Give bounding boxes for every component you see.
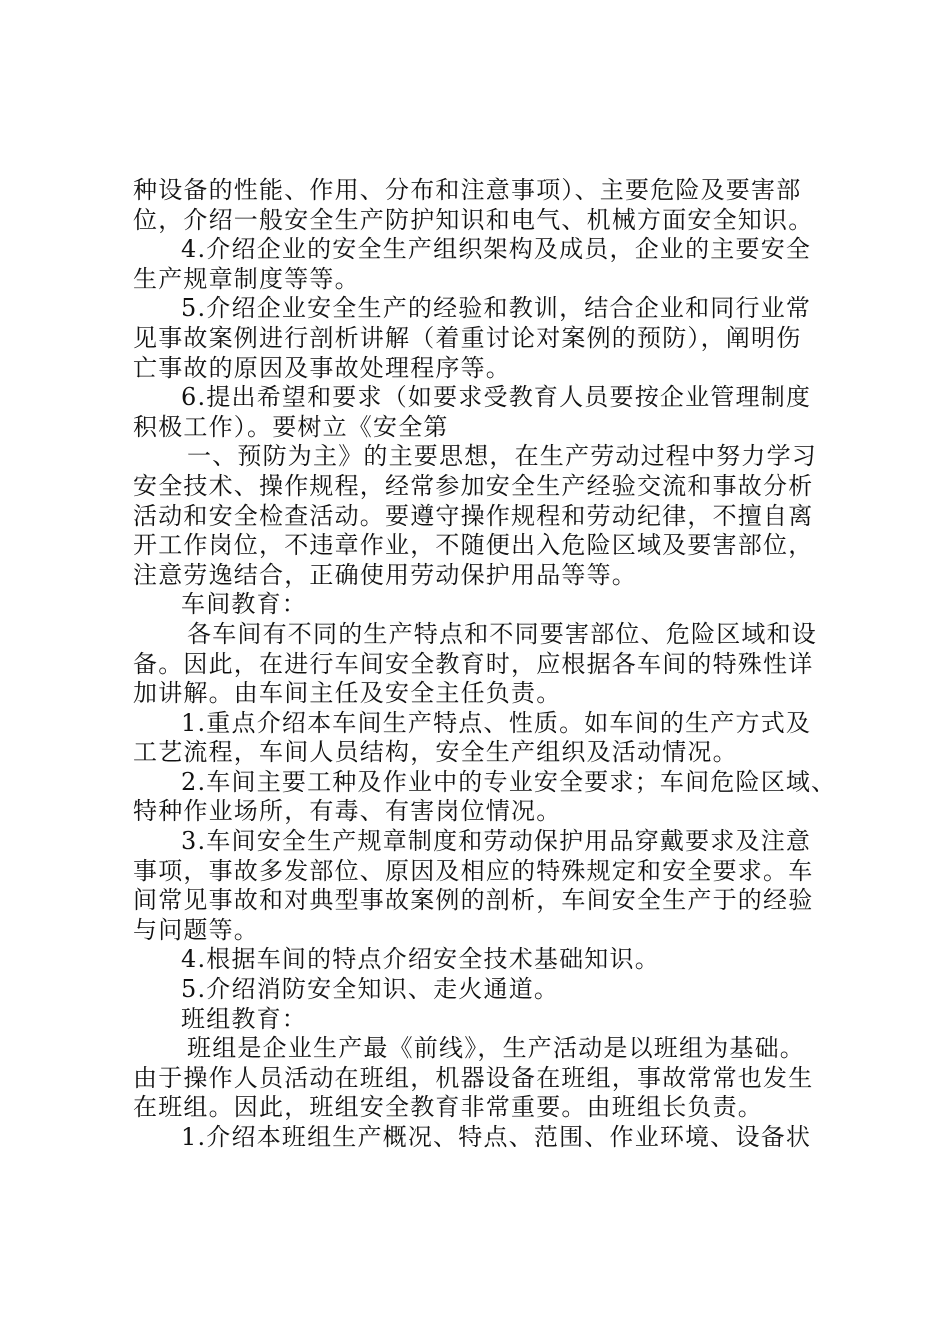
text-line: 各车间有不同的生产特点和不同要害部位、危险区域和设 (187, 619, 817, 648)
text-line: 位，介绍一般安全生产防护知识和电气、机械方面安全知识。 (133, 205, 814, 234)
text-line: 一、预防为主》的主要思想，在生产劳动过程中努力学习 (187, 442, 817, 471)
text-line: 1.介绍本班组生产概况、特点、范围、作业环境、设备状 (181, 1123, 812, 1151)
section-heading: 车间教育： (181, 590, 307, 619)
text-line: 注意劳逸结合，正确使用劳动保护用品等等。 (133, 560, 637, 589)
section-heading: 班组教育： (181, 1004, 307, 1033)
text-line: 开工作岗位，不违章作业，不随便出入危险区域及要害部位， (133, 531, 814, 560)
text-line: 2.车间主要工种及作业中的专业安全要求；车间危险区域、 (181, 767, 837, 796)
text-line: 由于操作人员活动在班组，机器设备在班组，事故常常也发生 (133, 1063, 814, 1092)
text-line: 事项，事故多发部位、原因及相应的特殊规定和安全要求。车 (133, 856, 814, 885)
text-line: 积极工作）。要树立《安全第 (133, 412, 449, 441)
document-body (133, 176, 837, 1153)
text-line: 在班组。因此，班组安全教育非常重要。由班组长负责。 (133, 1093, 763, 1122)
text-line: 5.介绍消防安全知识、走火通道。 (181, 975, 560, 1004)
text-line: 4.介绍企业的安全生产组织架构及成员，企业的主要安全 (181, 235, 812, 264)
text-line: 4.根据车间的特点介绍安全技术基础知识。 (181, 945, 660, 974)
text-line: 6.提出希望和要求（如要求受教育人员要按企业管理制度 (181, 383, 812, 412)
text-line: 见事故案例进行剖析讲解（着重讨论对案例的预防），阐明伤 (133, 323, 802, 352)
text-line: 活动和安全检查活动。要遵守操作规程和劳动纪律，不擅自离 (133, 501, 814, 530)
text-line: 生产规章制度等等。 (133, 264, 360, 293)
text-line: 工艺流程，车间人员结构，安全生产组织及活动情况。 (133, 738, 738, 767)
text-line: 1.重点介绍本车间生产特点、性质。如车间的生产方式及 (181, 708, 812, 737)
text-line: 安全技术、操作规程，经常参加安全生产经验交流和事故分析 (133, 471, 814, 500)
text-line: 亡事故的原因及事故处理程序等。 (133, 353, 511, 382)
text-line: 种设备的性能、作用、分布和注意事项）、主要危险及要害部 (133, 176, 802, 204)
text-line: 备。因此，在进行车间安全教育时，应根据各车间的特殊性详 (133, 649, 814, 678)
text-line: 与问题等。 (133, 915, 259, 944)
text-line: 3.车间安全生产规章制度和劳动保护用品穿戴要求及注意 (181, 827, 812, 856)
text-line: 加讲解。由车间主任及安全主任负责。 (133, 679, 562, 708)
text-line: 5.介绍企业安全生产的经验和教训，结合企业和同行业常 (181, 294, 812, 323)
text-line: 间常见事故和对典型事故案例的剖析，车间安全生产于的经验 (133, 886, 814, 915)
text-line: 特种作业场所，有毒、有害岗位情况。 (133, 797, 562, 826)
text-line: 班组是企业生产最《前线》，生产活动是以班组为基础。 (187, 1034, 805, 1063)
